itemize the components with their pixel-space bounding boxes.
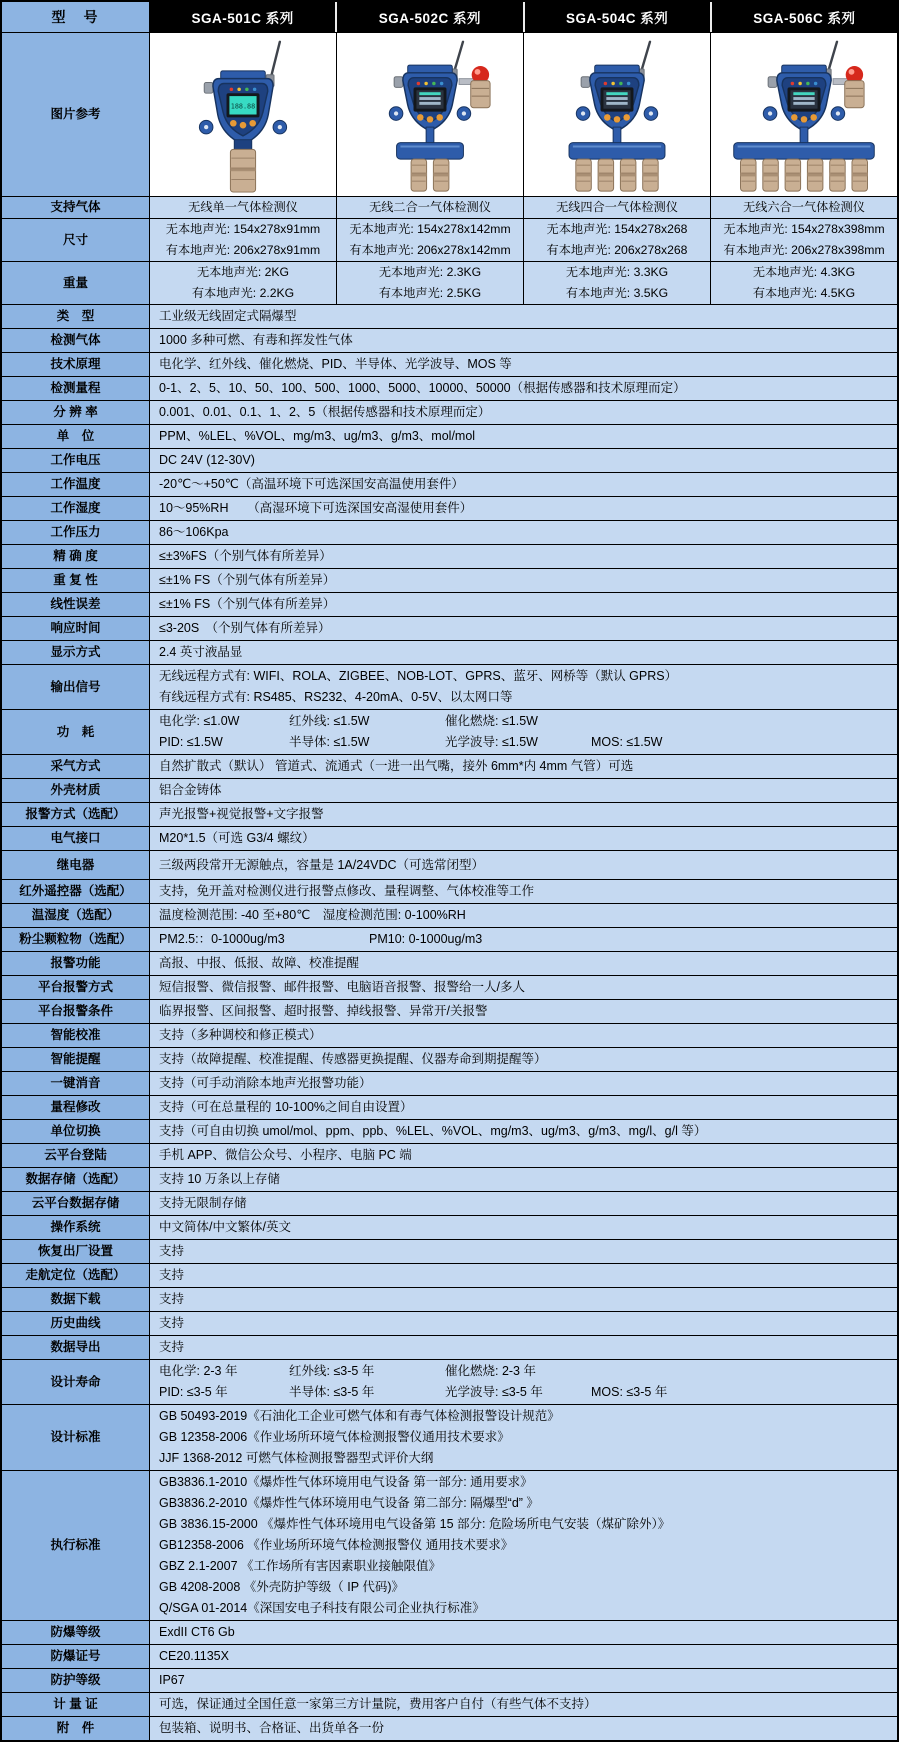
spec-row-cloud-login — [2, 1143, 897, 1167]
value-line: 支持（故障提醒、校准提醒、传感器更换提醒、仪器寿命到期提醒等） — [159, 1052, 547, 1066]
row-label-electrical-interface: 电气接口 — [2, 827, 150, 850]
spec-row-alarm-levels — [2, 951, 897, 975]
spec-row-os — [2, 1215, 897, 1239]
spec-row-data-storage — [2, 1167, 897, 1191]
value-line: 电化学、红外线、催化燃烧、PID、半导体、光学波导、MOS 等 — [159, 357, 512, 371]
value-line: ≤±1% FS（个别气体有所差异） — [159, 597, 336, 611]
row-label-sampling: 采气方式 — [2, 755, 150, 778]
spec-row-relay — [2, 850, 897, 879]
value-line: 自然扩散式（默认） 管道式、流通式（一进一出气嘴，接外 6mm*内 4mm 气管）可选 — [159, 759, 634, 773]
row-value-ip-rating — [150, 1669, 897, 1692]
supported-gas-col-1 — [150, 197, 337, 218]
row-label-range: 检测量程 — [2, 377, 150, 400]
spec-row-design-life — [2, 1359, 897, 1404]
row-label-data-export: 数据导出 — [2, 1336, 150, 1359]
value-segment: MOS: ≤3-5 年 — [591, 1385, 668, 1399]
weight-col-3 — [524, 262, 711, 304]
spec-row-design-standard — [2, 1404, 897, 1470]
cell-line: 有本地声光: 206x278x398mm — [723, 243, 885, 257]
wireless-6in1-gas-detector-photo — [711, 36, 897, 194]
cell-line: 无本地声光: 3.3KG — [565, 265, 669, 279]
row-label-voltage: 工作电压 — [2, 449, 150, 472]
value-line: GB12358-2006 《作业场所环境气体检测报警仪 通用技术要求》 — [159, 1538, 514, 1552]
value-line: 无线远程方式有: WIFI、ROLA、ZIGBEE、NOB-LOT、GPRS、蓝牙、网桥等（默认 GPRS） — [159, 669, 678, 683]
cell-line: 无本地声光: 2.3KG — [378, 265, 482, 279]
value-line: GB 3836.15-2000 《爆炸性气体环境用电气设备第 15 部分: 危险场所电气安装（煤矿除外）》 — [159, 1517, 671, 1531]
row-value-gps-navigation — [150, 1264, 897, 1287]
row-label-cloud-storage: 云平台数据存储 — [2, 1192, 150, 1215]
value-line: 铝合金铸体 — [159, 783, 222, 797]
row-label-pressure: 工作压力 — [2, 521, 150, 544]
dimensions-col-1 — [150, 219, 337, 261]
value-line: 中文简体/中文繁体/英文 — [159, 1220, 291, 1234]
spec-row-range — [2, 376, 897, 400]
value-segment: 红外线: ≤1.5W — [289, 714, 370, 728]
value-line: 工业级无线固定式隔爆型 — [159, 309, 297, 323]
row-value-type — [150, 305, 897, 328]
row-value-data-storage — [150, 1168, 897, 1191]
value-line: 支持 — [159, 1292, 185, 1306]
value-line: ExdII CT6 Gb — [159, 1625, 235, 1639]
value-segment: 电化学: ≤1.0W — [159, 714, 240, 728]
value-line: -20℃～+50℃（高温环境下可选深国安高温使用套件） — [159, 477, 464, 491]
value-line: GB 4208-2008 《外壳防护等级（ IP 代码)》 — [159, 1580, 404, 1594]
value-segment: 催化燃烧: ≤1.5W — [445, 714, 538, 728]
cell-line: 无本地声光: 2KG — [196, 265, 290, 279]
row-value-data-export — [150, 1336, 897, 1359]
value-line — [159, 711, 891, 732]
row-label-alarm-levels: 报警功能 — [2, 952, 150, 975]
row-label-range-modify: 量程修改 — [2, 1096, 150, 1119]
row-label-display: 显示方式 — [2, 641, 150, 664]
image-row — [2, 32, 897, 196]
value-line: ≤±1% FS（个别气体有所差异） — [159, 573, 336, 587]
row-label-platform-alarm-condition: 平台报警条件 — [2, 1000, 150, 1023]
row-value-temp-humidity — [150, 904, 897, 927]
value-line: 支持 — [159, 1316, 185, 1330]
cell-line: 无本地声光: 154x278x91mm — [165, 222, 321, 236]
row-label-history-curve: 历史曲线 — [2, 1312, 150, 1335]
value-segment: 半导体: ≤3-5 年 — [289, 1385, 375, 1399]
row-label-design-life: 设计寿命 — [2, 1360, 150, 1404]
spec-row-data-export — [2, 1335, 897, 1359]
header-model-label: 型 号 — [2, 2, 150, 32]
spec-row-history-curve — [2, 1311, 897, 1335]
spec-row-weight — [2, 261, 897, 304]
wireless-4in1-gas-detector-photo — [524, 36, 710, 194]
device-image-3 — [524, 33, 711, 196]
value-segment: 催化燃烧: 2-3 年 — [445, 1364, 536, 1378]
row-value-output-signal — [150, 665, 897, 709]
row-label-linearity: 线性误差 — [2, 593, 150, 616]
row-label-explosion-cert: 防爆证号 — [2, 1645, 150, 1668]
row-values-dimensions — [150, 219, 897, 261]
value-line: PPM、%LEL、%VOL、mg/m3、ug/m3、g/m3、mol/mol — [159, 429, 476, 443]
spec-row-supported-gas — [2, 196, 897, 218]
cell-line: 无本地声光: 154x278x268 — [546, 222, 688, 236]
value-line: 支持 — [159, 1340, 185, 1354]
row-value-sampling — [150, 755, 897, 778]
value-line: 10～95%RH （高湿环境下可选深国安高湿使用套件） — [159, 501, 473, 515]
row-label-data-download: 数据下载 — [2, 1288, 150, 1311]
row-label-ip-rating: 防护等级 — [2, 1669, 150, 1692]
spec-row-sampling — [2, 754, 897, 778]
value-line: 支持 — [159, 1268, 185, 1282]
row-value-smart-reminder — [150, 1048, 897, 1071]
row-value-housing — [150, 779, 897, 802]
value-segment: 光学波导: ≤1.5W — [445, 735, 538, 749]
spec-row-smart-calibration — [2, 1023, 897, 1047]
cell-line: 无线六合一气体检测仪 — [743, 200, 865, 214]
value-line: ≤±3%FS（个别气体有所差异） — [159, 549, 332, 563]
row-values-supported-gas — [150, 197, 897, 218]
value-line: 包装箱、说明书、合格证、出货单各一份 — [159, 1721, 385, 1735]
row-value-range — [150, 377, 897, 400]
value-segment: 电化学: 2-3 年 — [159, 1364, 238, 1378]
value-line: JJF 1368-2012 可燃气体检测报警器型式评价大纲 — [159, 1451, 434, 1465]
spec-row-power — [2, 709, 897, 754]
value-line: 临界报警、区间报警、超时报警、掉线报警、异常开/关报警 — [159, 1004, 488, 1018]
row-label-repeatability: 重 复 性 — [2, 569, 150, 592]
row-value-display — [150, 641, 897, 664]
row-value-unit — [150, 425, 897, 448]
header-product-sga-501c: SGA-501C 系列 — [150, 2, 335, 32]
row-value-cloud-storage — [150, 1192, 897, 1215]
header-product-sga-506c: SGA-506C 系列 — [710, 2, 897, 32]
value-segment: 光学波导: ≤3-5 年 — [445, 1385, 543, 1399]
spec-row-execution-standard — [2, 1470, 897, 1620]
row-value-design-life — [150, 1360, 897, 1404]
value-segment: PID: ≤3-5 年 — [159, 1385, 228, 1399]
row-label-smart-calibration: 智能校准 — [2, 1024, 150, 1047]
value-line: 0-1、2、5、10、50、100、500、1000、5000、10000、50000（根据传感器和技术原理而定） — [159, 381, 686, 395]
device-image-4 — [711, 33, 897, 196]
spec-row-accuracy — [2, 544, 897, 568]
spec-row-explosion-class — [2, 1620, 897, 1644]
value-line: 声光报警+视觉报警+文字报警 — [159, 807, 324, 821]
row-label-platform-alarm-mode: 平台报警方式 — [2, 976, 150, 999]
spec-row-temp-humidity — [2, 903, 897, 927]
row-value-range-modify — [150, 1096, 897, 1119]
row-value-electrical-interface — [150, 827, 897, 850]
row-value-execution-standard — [150, 1471, 897, 1620]
value-line: GB3836.1-2010《爆炸性气体环境用电气设备 第一部分: 通用要求》 — [159, 1475, 533, 1489]
value-line: DC 24V (12-30V) — [159, 453, 255, 467]
row-label-housing: 外壳材质 — [2, 779, 150, 802]
value-line: 2.4 英寸液晶显 — [159, 645, 243, 659]
spec-row-unit-switch — [2, 1119, 897, 1143]
row-value-technology — [150, 353, 897, 376]
row-value-cloud-login — [150, 1144, 897, 1167]
row-value-platform-alarm-mode — [150, 976, 897, 999]
value-line — [159, 1361, 891, 1382]
spec-row-metrology-cert — [2, 1692, 897, 1716]
value-line: GB 50493-2019《石油化工企业可燃气体和有毒气体检测报警设计规范》 — [159, 1409, 560, 1423]
row-label-dimensions: 尺寸 — [2, 219, 150, 261]
header-product-sga-504c: SGA-504C 系列 — [523, 2, 710, 32]
spec-row-linearity — [2, 592, 897, 616]
value-line: 支持（可手动消除本地声光报警功能） — [159, 1076, 372, 1090]
row-value-os — [150, 1216, 897, 1239]
row-value-data-download — [150, 1288, 897, 1311]
value-line: 高报、中报、低报、故障、校准提醒 — [159, 956, 360, 970]
row-label-smart-reminder: 智能提醒 — [2, 1048, 150, 1071]
cell-line: 无线二合一气体检测仪 — [369, 200, 491, 214]
value-line: 可选，保证通过全国任意一家第三方计量院，费用客户自付（有些气体不支持） — [159, 1697, 597, 1711]
value-line: 三级两段常开无源触点，容量是 1A/24VDC（可选常闭型） — [159, 857, 485, 872]
row-value-ir-remote — [150, 880, 897, 903]
row-label-execution-standard: 执行标准 — [2, 1471, 150, 1620]
cell-line: 无本地声光: 154x278x142mm — [349, 222, 511, 236]
row-label-os: 操作系统 — [2, 1216, 150, 1239]
row-label-ir-remote: 红外遥控器（选配） — [2, 880, 150, 903]
supported-gas-col-4 — [711, 197, 897, 218]
row-value-unit-switch — [150, 1120, 897, 1143]
row-value-smart-calibration — [150, 1024, 897, 1047]
spec-row-one-key-mute — [2, 1071, 897, 1095]
spec-row-platform-alarm-condition — [2, 999, 897, 1023]
row-value-relay — [150, 851, 897, 879]
row-values-weight — [150, 262, 897, 304]
spec-row-gps-navigation — [2, 1263, 897, 1287]
row-label-power: 功 耗 — [2, 710, 150, 754]
spec-row-resolution — [2, 400, 897, 424]
dimensions-col-2 — [337, 219, 524, 261]
row-label-dust: 粉尘颗粒物（选配） — [2, 928, 150, 951]
row-label-relay: 继电器 — [2, 851, 150, 879]
row-value-linearity — [150, 593, 897, 616]
row-label-explosion-class: 防爆等级 — [2, 1621, 150, 1644]
row-label-supported-gas: 支持气体 — [2, 197, 150, 218]
row-label-metrology-cert: 计 量 证 — [2, 1693, 150, 1716]
row-label-temp-humidity: 温湿度（选配） — [2, 904, 150, 927]
spec-row-temperature — [2, 472, 897, 496]
spec-row-unit — [2, 424, 897, 448]
row-label-type: 类 型 — [2, 305, 150, 328]
value-segment: MOS: ≤1.5W — [591, 735, 663, 749]
row-value-metrology-cert — [150, 1693, 897, 1716]
row-value-temperature — [150, 473, 897, 496]
device-image-1 — [150, 33, 337, 196]
value-line: 0.001、0.01、0.1、1、2、5（根据传感器和技术原理而定） — [159, 405, 491, 419]
cell-line: 有本地声光: 2.5KG — [378, 286, 482, 300]
value-line: 温度检测范围: -40 至+80℃ 湿度检测范围: 0-100%RH — [159, 908, 466, 922]
row-value-detected-gases — [150, 329, 897, 352]
weight-col-4 — [711, 262, 897, 304]
device-image-2 — [337, 33, 524, 196]
cell-line: 无线单一气体检测仪 — [188, 200, 298, 214]
row-label-cloud-login: 云平台登陆 — [2, 1144, 150, 1167]
spec-row-electrical-interface — [2, 826, 897, 850]
value-line: GB3836.2-2010《爆炸性气体环境用电气设备 第二部分: 隔爆型“d” 》 — [159, 1496, 539, 1510]
value-line: ≤3-20S （个别气体有所差异） — [159, 621, 331, 635]
value-line: 支持无限制存储 — [159, 1196, 247, 1210]
spec-row-alarm-mode — [2, 802, 897, 826]
value-line: 支持（可在总量程的 10-100%之间自由设置） — [159, 1100, 413, 1114]
row-value-alarm-levels — [150, 952, 897, 975]
spec-row-factory-reset — [2, 1239, 897, 1263]
supported-gas-col-2 — [337, 197, 524, 218]
dimensions-col-3 — [524, 219, 711, 261]
cell-line: 无本地声光: 154x278x398mm — [723, 222, 885, 236]
value-segment: 半导体: ≤1.5W — [289, 735, 370, 749]
value-line — [159, 929, 891, 950]
spec-row-cloud-storage — [2, 1191, 897, 1215]
row-label-unit: 单 位 — [2, 425, 150, 448]
row-value-alarm-mode — [150, 803, 897, 826]
wireless-2in1-gas-detector-photo — [337, 36, 523, 194]
value-line: 支持（可自由切换 umol/mol、ppm、ppb、%LEL、%VOL、mg/m3、ug/m3、g/m3、mg/l、g/l 等） — [159, 1124, 707, 1138]
row-value-design-standard — [150, 1405, 897, 1470]
spec-row-data-download — [2, 1287, 897, 1311]
spec-row-range-modify — [2, 1095, 897, 1119]
cell-line: 无线四合一气体检测仪 — [556, 200, 678, 214]
spec-row-output-signal — [2, 664, 897, 709]
row-value-humidity — [150, 497, 897, 520]
table-header — [2, 2, 897, 32]
value-line: 手机 APP、微信公众号、小程序、电脑 PC 端 — [159, 1148, 412, 1162]
row-value-explosion-class — [150, 1621, 897, 1644]
value-line: 支持，免开盖对检测仪进行报警点修改、量程调整、气体校准等工作 — [159, 884, 535, 898]
row-value-power — [150, 710, 897, 754]
header-product-sga-502c: SGA-502C 系列 — [335, 2, 522, 32]
row-label-accessories: 附 件 — [2, 1717, 150, 1740]
row-label-weight: 重量 — [2, 262, 150, 304]
cell-line: 有本地声光: 206x278x142mm — [349, 243, 511, 257]
value-line: 支持 10 万条以上存储 — [159, 1172, 280, 1186]
value-segment: PM10: 0-1000ug/m3 — [369, 932, 483, 946]
row-value-explosion-cert — [150, 1645, 897, 1668]
spec-row-humidity — [2, 496, 897, 520]
cell-line: 有本地声光: 3.5KG — [565, 286, 669, 300]
row-label-factory-reset: 恢复出厂设置 — [2, 1240, 150, 1263]
spec-row-smart-reminder — [2, 1047, 897, 1071]
spec-row-pressure — [2, 520, 897, 544]
row-label-technology: 技术原理 — [2, 353, 150, 376]
value-line — [159, 732, 891, 753]
value-segment: PM2.5:：0-1000ug/m3 — [159, 932, 285, 946]
spec-row-ir-remote — [2, 879, 897, 903]
row-label-design-standard: 设计标准 — [2, 1405, 150, 1470]
value-line: IP67 — [159, 1673, 185, 1687]
cell-line: 有本地声光: 206x278x268 — [546, 243, 688, 257]
value-line: GB 12358-2006《作业场所环境气体检测报警仪通用技术要求》 — [159, 1430, 510, 1444]
row-value-dust — [150, 928, 897, 951]
value-segment: PID: ≤1.5W — [159, 735, 223, 749]
row-value-voltage — [150, 449, 897, 472]
value-line: 支持 — [159, 1244, 185, 1258]
spec-row-accessories — [2, 1716, 897, 1740]
value-line: GBZ 2.1-2007 《工作场所有害因素职业接触限值》 — [159, 1559, 441, 1573]
value-line: 1000 多种可燃、有毒和挥发性气体 — [159, 333, 353, 347]
value-segment: 红外线: ≤3-5 年 — [289, 1364, 375, 1378]
value-line: CE20.1135X — [159, 1649, 229, 1663]
spec-row-housing — [2, 778, 897, 802]
svg-text:188.88: 188.88 — [230, 102, 256, 111]
spec-row-dimensions — [2, 218, 897, 261]
spec-row-repeatability — [2, 568, 897, 592]
dimensions-col-4 — [711, 219, 897, 261]
row-label-resolution: 分 辨 率 — [2, 401, 150, 424]
cell-line: 有本地声光: 2.2KG — [191, 286, 295, 300]
spec-row-detected-gases — [2, 328, 897, 352]
value-line: 有线远程方式有: RS485、RS232、4-20mA、0-5V、以太网口等 — [159, 690, 513, 704]
supported-gas-col-3 — [524, 197, 711, 218]
spec-row-display — [2, 640, 897, 664]
row-value-factory-reset — [150, 1240, 897, 1263]
value-line: 86～106Kpa — [159, 525, 229, 539]
weight-col-1 — [150, 262, 337, 304]
weight-col-2 — [337, 262, 524, 304]
row-label-detected-gases: 检测气体 — [2, 329, 150, 352]
spec-row-voltage — [2, 448, 897, 472]
row-value-resolution — [150, 401, 897, 424]
row-label-accuracy: 精 确 度 — [2, 545, 150, 568]
row-label-response-time: 响应时间 — [2, 617, 150, 640]
row-label-data-storage: 数据存储（选配） — [2, 1168, 150, 1191]
row-value-accuracy — [150, 545, 897, 568]
row-label-output-signal: 输出信号 — [2, 665, 150, 709]
value-line: 支持（多种调校和修正模式） — [159, 1028, 322, 1042]
spec-row-technology — [2, 352, 897, 376]
row-label-gps-navigation: 走航定位（选配） — [2, 1264, 150, 1287]
wireless-single-gas-detector-photo — [150, 36, 336, 194]
row-value-platform-alarm-condition — [150, 1000, 897, 1023]
value-line: Q/SGA 01-2014《深国安电子科技有限公司企业执行标准》 — [159, 1601, 485, 1615]
cell-line: 有本地声光: 206x278x91mm — [165, 243, 321, 257]
row-label-humidity: 工作湿度 — [2, 497, 150, 520]
row-label-alarm-mode: 报警方式（选配） — [2, 803, 150, 826]
row-value-one-key-mute — [150, 1072, 897, 1095]
row-label-temperature: 工作温度 — [2, 473, 150, 496]
spec-row-platform-alarm-mode — [2, 975, 897, 999]
spec-row-type — [2, 304, 897, 328]
cell-line: 无本地声光: 4.3KG — [752, 265, 856, 279]
value-line: 短信报警、微信报警、邮件报警、电脑语音报警、报警给一人/多人 — [159, 980, 525, 994]
row-label-unit-switch: 单位切换 — [2, 1120, 150, 1143]
spec-row-explosion-cert — [2, 1644, 897, 1668]
spec-row-response-time — [2, 616, 897, 640]
spec-row-ip-rating — [2, 1668, 897, 1692]
cell-line: 有本地声光: 4.5KG — [752, 286, 856, 300]
value-line: M20*1.5（可选 G3/4 螺纹） — [159, 831, 315, 845]
row-value-accessories — [150, 1717, 897, 1740]
row-value-response-time — [150, 617, 897, 640]
row-value-history-curve — [150, 1312, 897, 1335]
row-value-pressure — [150, 521, 897, 544]
row-value-repeatability — [150, 569, 897, 592]
row-label-one-key-mute: 一键消音 — [2, 1072, 150, 1095]
image-row-label: 图片参考 — [2, 33, 150, 196]
value-line — [159, 1382, 891, 1403]
spec-row-dust — [2, 927, 897, 951]
